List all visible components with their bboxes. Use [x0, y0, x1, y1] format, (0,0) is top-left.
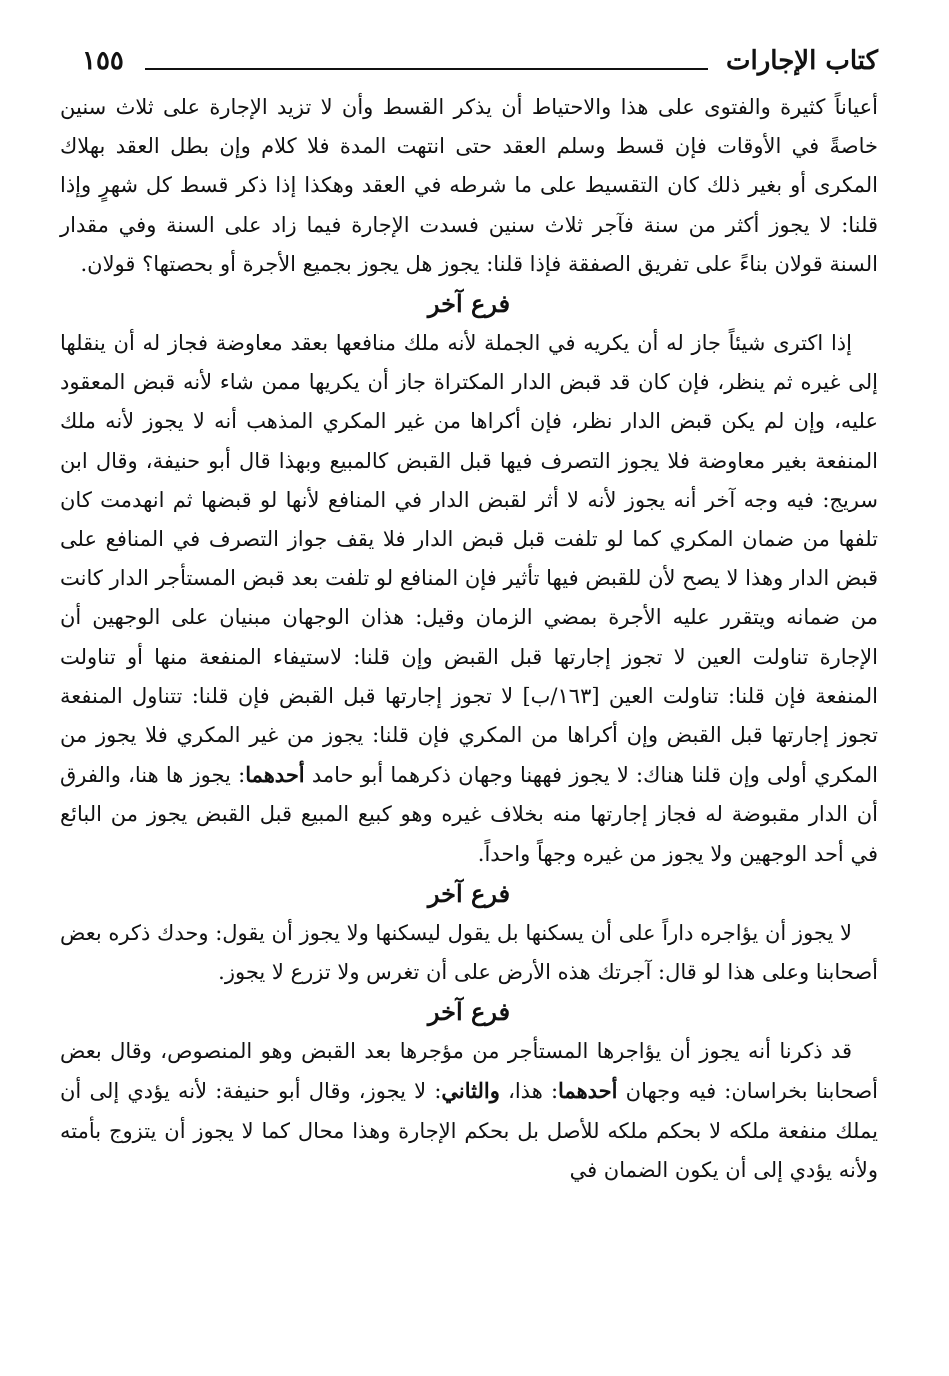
paragraph-text: : لا يجوز، وقال أبو حنيفة: لأنه يؤدي إلى أن يملك منفعة ملكه لا بحكم ملكه للأصل بل بحكم الإجارة وهذا محال كما لا يجوز أن يتزوج بأمته ولأنه يؤدي إلى أن يكون الضمان في [60, 1079, 878, 1182]
section-heading: فرع آخر [427, 997, 511, 1027]
section-paragraph [60, 1032, 878, 1190]
section-paragraph [60, 324, 878, 874]
paragraph-text: : يجوز ها هنا، والفرق أن الدار مقبوضة له فجاز إجارتها منه بخلاف غيره وهو كبيع المبيع قبل القبض يجوز من البائع في أحد الوجهين ولا يجوز من غيره وجهاً واحداً. [60, 763, 878, 866]
page-header [60, 38, 878, 88]
paragraph-text: إذا اكترى شيئاً جاز له أن يكريه في الجملة لأنه ملك منافعها بعقد معاوضة فجاز له أن ينقلها إلى غيره ثم ينظر، فإن كان قد قبض الدار المكتراة جاز أن يكريها ممن شاء لأنه قبض المعقود عليه، وإن لم يكن قبض الدار نظر، فإن أكراها من غير المكري المذهب أنه لا يجوز لأنه ملك المنفعة بغير معاوضة فلا يجوز التصرف فيها قبل القبض كالمبيع وبهذا قال أبو حنيفة، وقال ابن سريج: فيه وجه آخر أنه يجوز لأنه لا أثر لقبض الدار في المنافع لأنها لو قبضها ثم انهدمت كان تلفها من ضمان المكري كما لو تلفت قبل قبض الدار فلا يقف جواز التصرف في المنافع على قبض الدار وهذا لا يصح لأن للقبض فيها تأثير فإن المنافع لو تلفت بعد قبض المستأجر الدار كانت من ضمانه ويتقرر عليه الأجرة بمضي الزمان وقيل: هذان الوجهان مبنيان على الوجهين أن الإجارة تناولت العين لا تجوز إجارتها قبل القبض وإن قلنا: لاستيفاء المنفعة منها أو تناولت المنفعة فإن قلنا: تناولت العين [١٦٣/ب] لا تجوز إجارتها قبل القبض فإن قلنا: تتناول المنفعة تجوز إجارتها قبل القبض وإن أكراها من المكري فإن قلنا: يجوز من غير المكري فلا يجوز من المكري أولى وإن قلنا هناك: لا يجوز فههنا وجهان ذكرهما أبو حامد [60, 331, 879, 788]
section-3 [60, 992, 878, 1190]
page-number: ١٥٥ [82, 46, 124, 76]
section-1 [60, 284, 878, 874]
section-heading: فرع آخر [427, 289, 511, 319]
paragraph-text: قد ذكرنا أنه يجوز أن يؤاجرها المستأجر من مؤجرها بعد القبض وهو المنصوص، وقال بعض أصحابنا بخراسان: فيه وجهان [60, 1039, 878, 1104]
emphasis-term: أحدهما [245, 762, 305, 788]
intro-paragraph: أعياناً كثيرة والفتوى على هذا والاحتياط أن يذكر القسط وأن لا تزيد الإجارة على ثلاث سنين خاصةً في الأوقات فإن قسط وسلم العقد حتى انتهت المدة فلا كلام وإن بطل العقد بهلاك المكرى أو بغير ذلك كان التقسيط على ما شرطه في العقد وهكذا إذا ذكر قسط كل شهرٍ وإذا قلنا: لا يجوز أكثر من سنة فآجر ثلاث سنين فسدت الإجارة فيما زاد على السنة وفي مقدار السنة قولان بناءً على تفريق الصفقة فإذا قلنا: يجوز هل يجوز بجميع الأجرة أو بحصتها؟ قولان. [60, 95, 878, 276]
page-body [60, 88, 878, 1190]
book-title: كتاب الإجارات [726, 46, 878, 76]
section-2 [60, 874, 878, 992]
emphasis-term: أحدهما [558, 1078, 618, 1104]
section-paragraph: لا يجوز أن يؤاجره داراً على أن يسكنها بل يقول ليسكنها ولا يجوز أن يقول: وحدك ذكره بعض أصحابنا وعلى هذا لو قال: آجرتك هذه الأرض على أن تغرس ولا تزرع لا يجوز. [60, 920, 878, 985]
emphasis-term: والثاني [441, 1078, 500, 1104]
paragraph-text: : هذا، [508, 1079, 559, 1104]
header-rule [145, 68, 708, 70]
section-heading: فرع آخر [427, 878, 511, 908]
book-page [60, 38, 878, 1358]
